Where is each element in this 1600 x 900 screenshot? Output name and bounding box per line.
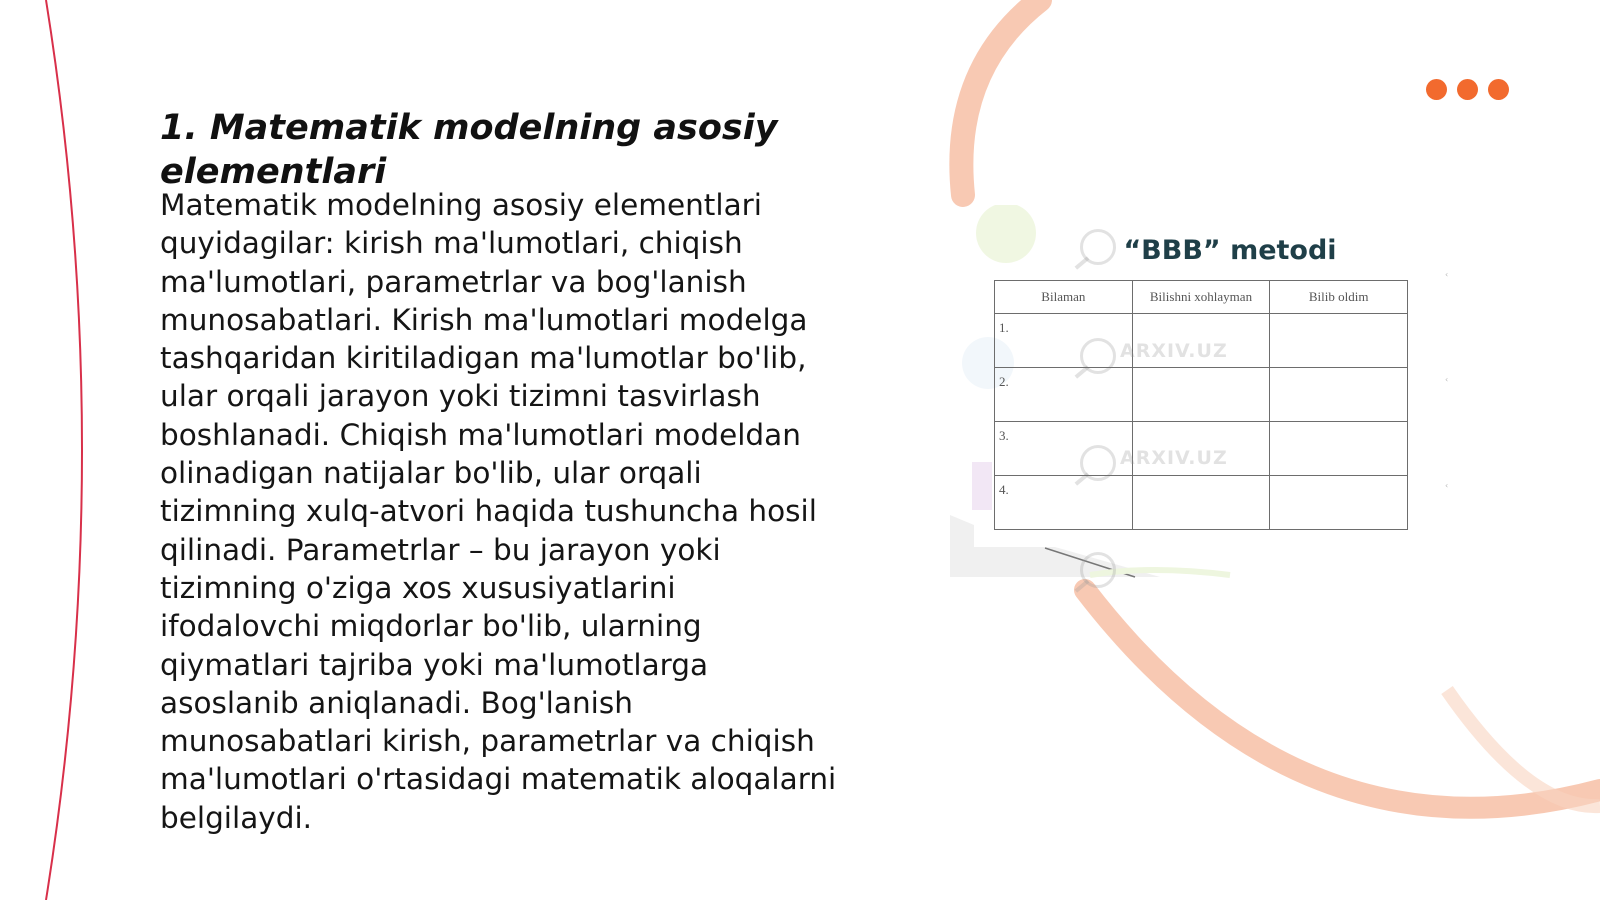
table-cell (1270, 422, 1408, 476)
figure-title: “BBB” metodi (1123, 235, 1337, 266)
svg-text:‹: ‹ (1445, 375, 1449, 384)
row-number: 3. (995, 422, 1133, 476)
table-cell (1132, 476, 1270, 530)
dot-icon (1488, 79, 1509, 100)
column-header: Bilaman (995, 281, 1133, 314)
svg-text:‹: ‹ (1445, 270, 1449, 279)
table-header-row (995, 281, 1408, 314)
table-row (995, 476, 1408, 530)
dot-icon (1426, 79, 1447, 100)
slide-body-text: Matematik modelning asosiy elementlari quyidagilar: kirish ma'lumotlari, chiqish ma'lumotlari, parametrlar va bog'lanish munosabatlari. Kirish ma'lumotlari modelga tashqaridan kiritiladigan ma'lumotlar bo'lib, ular orqali jarayon yoki tizimni tasvirlash boshlanadi. Chiqish ma'lumotlari modeldan olinadigan natijalar bo'lib, ular orqali tizimning xulq-atvori haqida tushuncha hosil qilinadi. Parametrlar – bu jarayon yoki tizimning o'ziga xos xususiyatlarini ifodalovchi miqdorlar bo'lib, ularning qiymatlari tajriba yoki ma'lumotlarga asoslanib aniqlanadi. Bog'lanish munosabatlari kirish, parametrlar va chiqish ma'lumotlari o'rtasidagi matematik aloqalarni belgilaydi. (160, 188, 837, 835)
column-header: Bilishni xohlayman (1132, 281, 1270, 314)
watermark-text: ARXIV.UZ (1120, 340, 1228, 362)
table-cell (1270, 476, 1408, 530)
dot-icon (1457, 79, 1478, 100)
menu-dots-icon (1426, 79, 1509, 100)
row-number: 1. (995, 314, 1133, 368)
table-cell (1132, 368, 1270, 422)
svg-text:‹: ‹ (1445, 481, 1449, 490)
row-number: 2. (995, 368, 1133, 422)
slide-title: 1. Matematik modelning asosiy elementlari (160, 108, 778, 192)
column-header: Bilib oldim (1270, 281, 1408, 314)
left-curve-line (0, 0, 140, 900)
table-row (995, 368, 1408, 422)
row-number: 4. (995, 476, 1133, 530)
bbb-table (994, 280, 1408, 530)
table-cell (1270, 314, 1408, 368)
watermark-text: ARXIV.UZ (1120, 447, 1228, 469)
bbb-method-figure (950, 205, 1450, 580)
watermark-magnifier-icon (1080, 552, 1116, 588)
table-cell (1270, 368, 1408, 422)
